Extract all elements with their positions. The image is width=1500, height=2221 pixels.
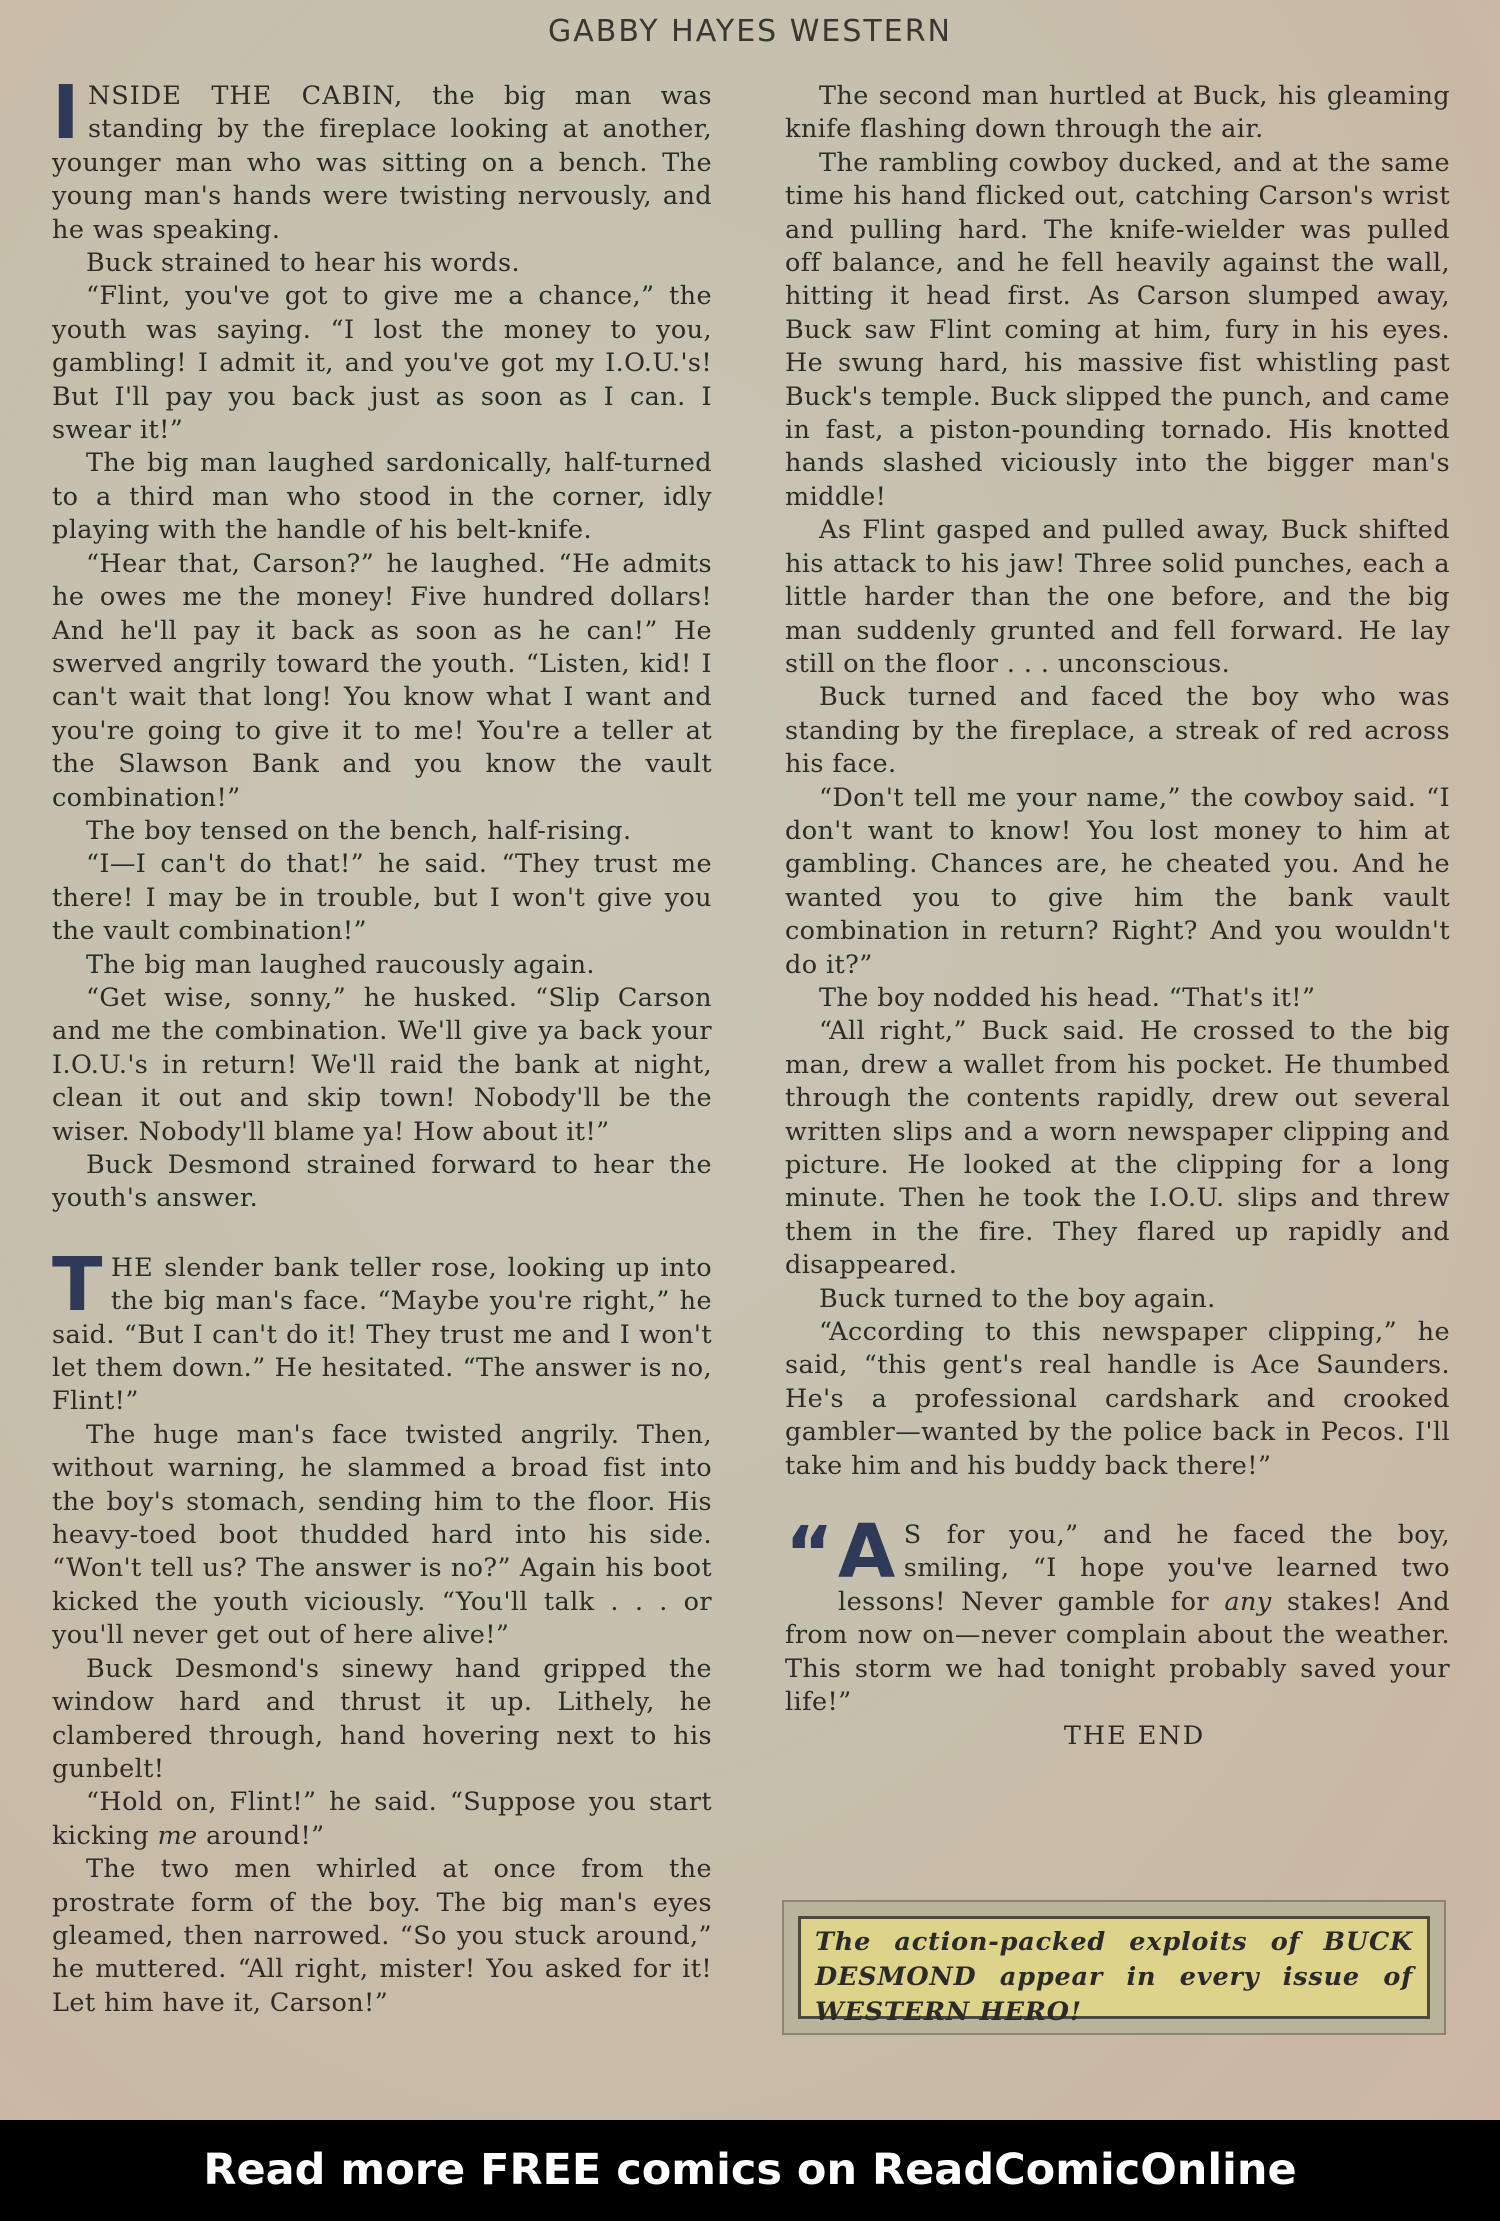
- lead-in: NSIDE THE CABIN,: [87, 81, 404, 111]
- paragraph: The second man hurtled at Buck, his gleaming knife flashing down through the air.: [785, 81, 1450, 145]
- footer-banner[interactable]: Read more FREE comics on ReadComicOnline: [0, 2120, 1500, 2221]
- paragraph: “All right,” Buck said. He crossed to the big man, drew a wallet from his pocket. He thumbed through the contents rapidly, drew out several written slips and a worn newspaper clipping and picture. He looked at the clipping for a long minute. Then he took the I.O.U. slips and threw them in the fire. They flared up rapidly and disappeared.: [785, 1016, 1450, 1281]
- text: around!”: [197, 1820, 325, 1851]
- paragraph: The boy nodded his head. “That's it!”: [819, 982, 1316, 1013]
- opening-text: slender bank teller rose, looking up into the big man's face. “Maybe you're right,” he said. “But I can't do it! They trust me and I won't let them down.” He hesitated. “The answer is no, Flint!”: [52, 1252, 712, 1417]
- drop-cap: I: [52, 70, 80, 156]
- text: “Hold on, Flint!” he said. “Suppose you start kicking: [52, 1787, 712, 1851]
- paragraph: Buck turned to the boy again.: [819, 1283, 1216, 1314]
- paragraph: “I—I can't do that!” he said. “They trust me there! I may be in trouble, but I won't give you the vault combination!”: [52, 849, 712, 947]
- open-quote-mark: “: [785, 1511, 835, 1598]
- paragraph: The two men whirled at once from the prostrate form of the boy. The big man's eyes gleamed, then narrowed. “So you stuck around,” he muttered. “All right, mister! You asked for it! Let him have it, Carson!”: [52, 1854, 712, 2018]
- paragraph: As Flint gasped and pulled away, Buck shifted his attack to his jaw! Three solid punches, each a little harder than the one before, and the big man suddenly grunted and fell forward. He lay still on the floor . . . unconscious.: [785, 515, 1450, 679]
- paragraph: The big man laughed raucously again.: [86, 949, 595, 980]
- text: stakes! And from now on—never complain about the weather. This storm we had tonight probably saved your life!”: [785, 1586, 1450, 1718]
- text: for you,” and he faced the boy, smiling, “I hope you've learned two lessons! Never gamble for: [838, 1520, 1450, 1617]
- paragraph: The boy tensed on the bench, half-rising.: [86, 815, 632, 846]
- promo-box: [782, 1900, 1446, 2035]
- paragraph: “Hear that, Carson?” he laughed. “He admits he owes me the money! Five hundred dollars! And he'll pay it back as soon as he can!” He swerved angrily toward the youth. “Listen, kid! I can't wait that long! You know what I want and you're going to give it to me! You're a teller at the Slawson Bank and you know the vault combination!”: [52, 548, 712, 813]
- paragraph: “Get wise, sonny,” he husked. “Slip Carson and me the combination. We'll give ya back your I.O.U.'s in return! We'll raid the bank at night, clean it out and skip town! Nobody'll be the wiser. Nobody'll blame ya! How about it!”: [52, 982, 712, 1147]
- section-gap: [52, 1216, 712, 1252]
- paragraph: The rambling cowboy ducked, and at the same time his hand flicked out, catching Carson's wrist and pulling hard. The knife-wielder was pulled off balance, and he fell heavily against the wall, hitting it head first. As Carson slumped away, Buck saw Flint coming at him, fury in his eyes. He swung hard, his massive fist whistling past Buck's temple. Buck slipped the punch, and came in fast, a piston-pounding tornado. His knotted hands slashed viciously into the bigger man's middle!: [785, 147, 1450, 512]
- opening-text: the big man was standing by the fireplace looking at another, younger man who was sitting on a bench. The young man's hands were twisting nervously, and he was speaking.: [52, 81, 713, 245]
- paragraph: The big man laughed sardonically, half-turned to a third man who stood in the corner, idly playing with the handle of his belt-knife.: [52, 448, 712, 546]
- lead-in: HE: [110, 1252, 154, 1283]
- right-column: [785, 80, 1450, 1753]
- emphasis: any: [1224, 1586, 1272, 1617]
- paragraph: “Flint, you've got to give me a chance,” the youth was saying. “I lost the money to you, gambling! I admit it, and you've got my I.O.U.'s! But I'll pay you back just as soon as I can. I swear it!”: [52, 281, 712, 446]
- drop-cap: A: [838, 1509, 896, 1596]
- paragraph: “Don't tell me your name,” the cowboy said. “I don't want to know! You lost money to him at gambling. Chances are, he cheated you. And he wanted you to give him the bank vault combination in return? Right? And you wouldn't do it?”: [785, 782, 1450, 980]
- drop-cap: T: [52, 1241, 103, 1328]
- left-column: [52, 70, 713, 2020]
- paragraph: “According to this newspaper clipping,” he said, “this gent's real handle is Ace Saunders. He's a professional cardshark and crooked gambler—wanted by the police back in Pecos. I'll take him and his buddy back there!”: [785, 1317, 1450, 1481]
- lead-in: S: [903, 1520, 923, 1551]
- paragraph: Buck Desmond's sinewy hand gripped the window hard and thrust it up. Lithely, he clambered through, hand hovering next to his gunbelt!: [52, 1653, 712, 1784]
- page-header: GABBY HAYES WESTERN: [548, 14, 952, 49]
- section2-opening: [52, 1241, 712, 1419]
- emphasis: me: [157, 1820, 198, 1851]
- paragraph: The huge man's face twisted angrily. Then, without warning, he slammed a broad fist into the boy's stomach, sending him to the floor. His heavy-toed boot thudded hard into his side. “Won't tell us? The answer is no?” Again his boot kicked the youth viciously. “You'll talk . . . or you'll never get out of here alive!”: [52, 1419, 712, 1651]
- the-end: THE END: [1063, 1720, 1206, 1751]
- section3-opening: [785, 1509, 1450, 1719]
- promo-text: The action-packed exploits of BUCK DESMOND appear in every issue of WESTERN HERO!: [798, 1916, 1430, 2019]
- section1-opening: [52, 70, 713, 247]
- paragraph: Buck Desmond strained forward to hear the youth's answer.: [52, 1150, 712, 1214]
- paragraph: [52, 1786, 712, 1853]
- paragraph: Buck strained to hear his words.: [86, 248, 520, 279]
- paragraph: Buck turned and faced the boy who was standing by the fireplace, a streak of red across his face.: [785, 682, 1450, 780]
